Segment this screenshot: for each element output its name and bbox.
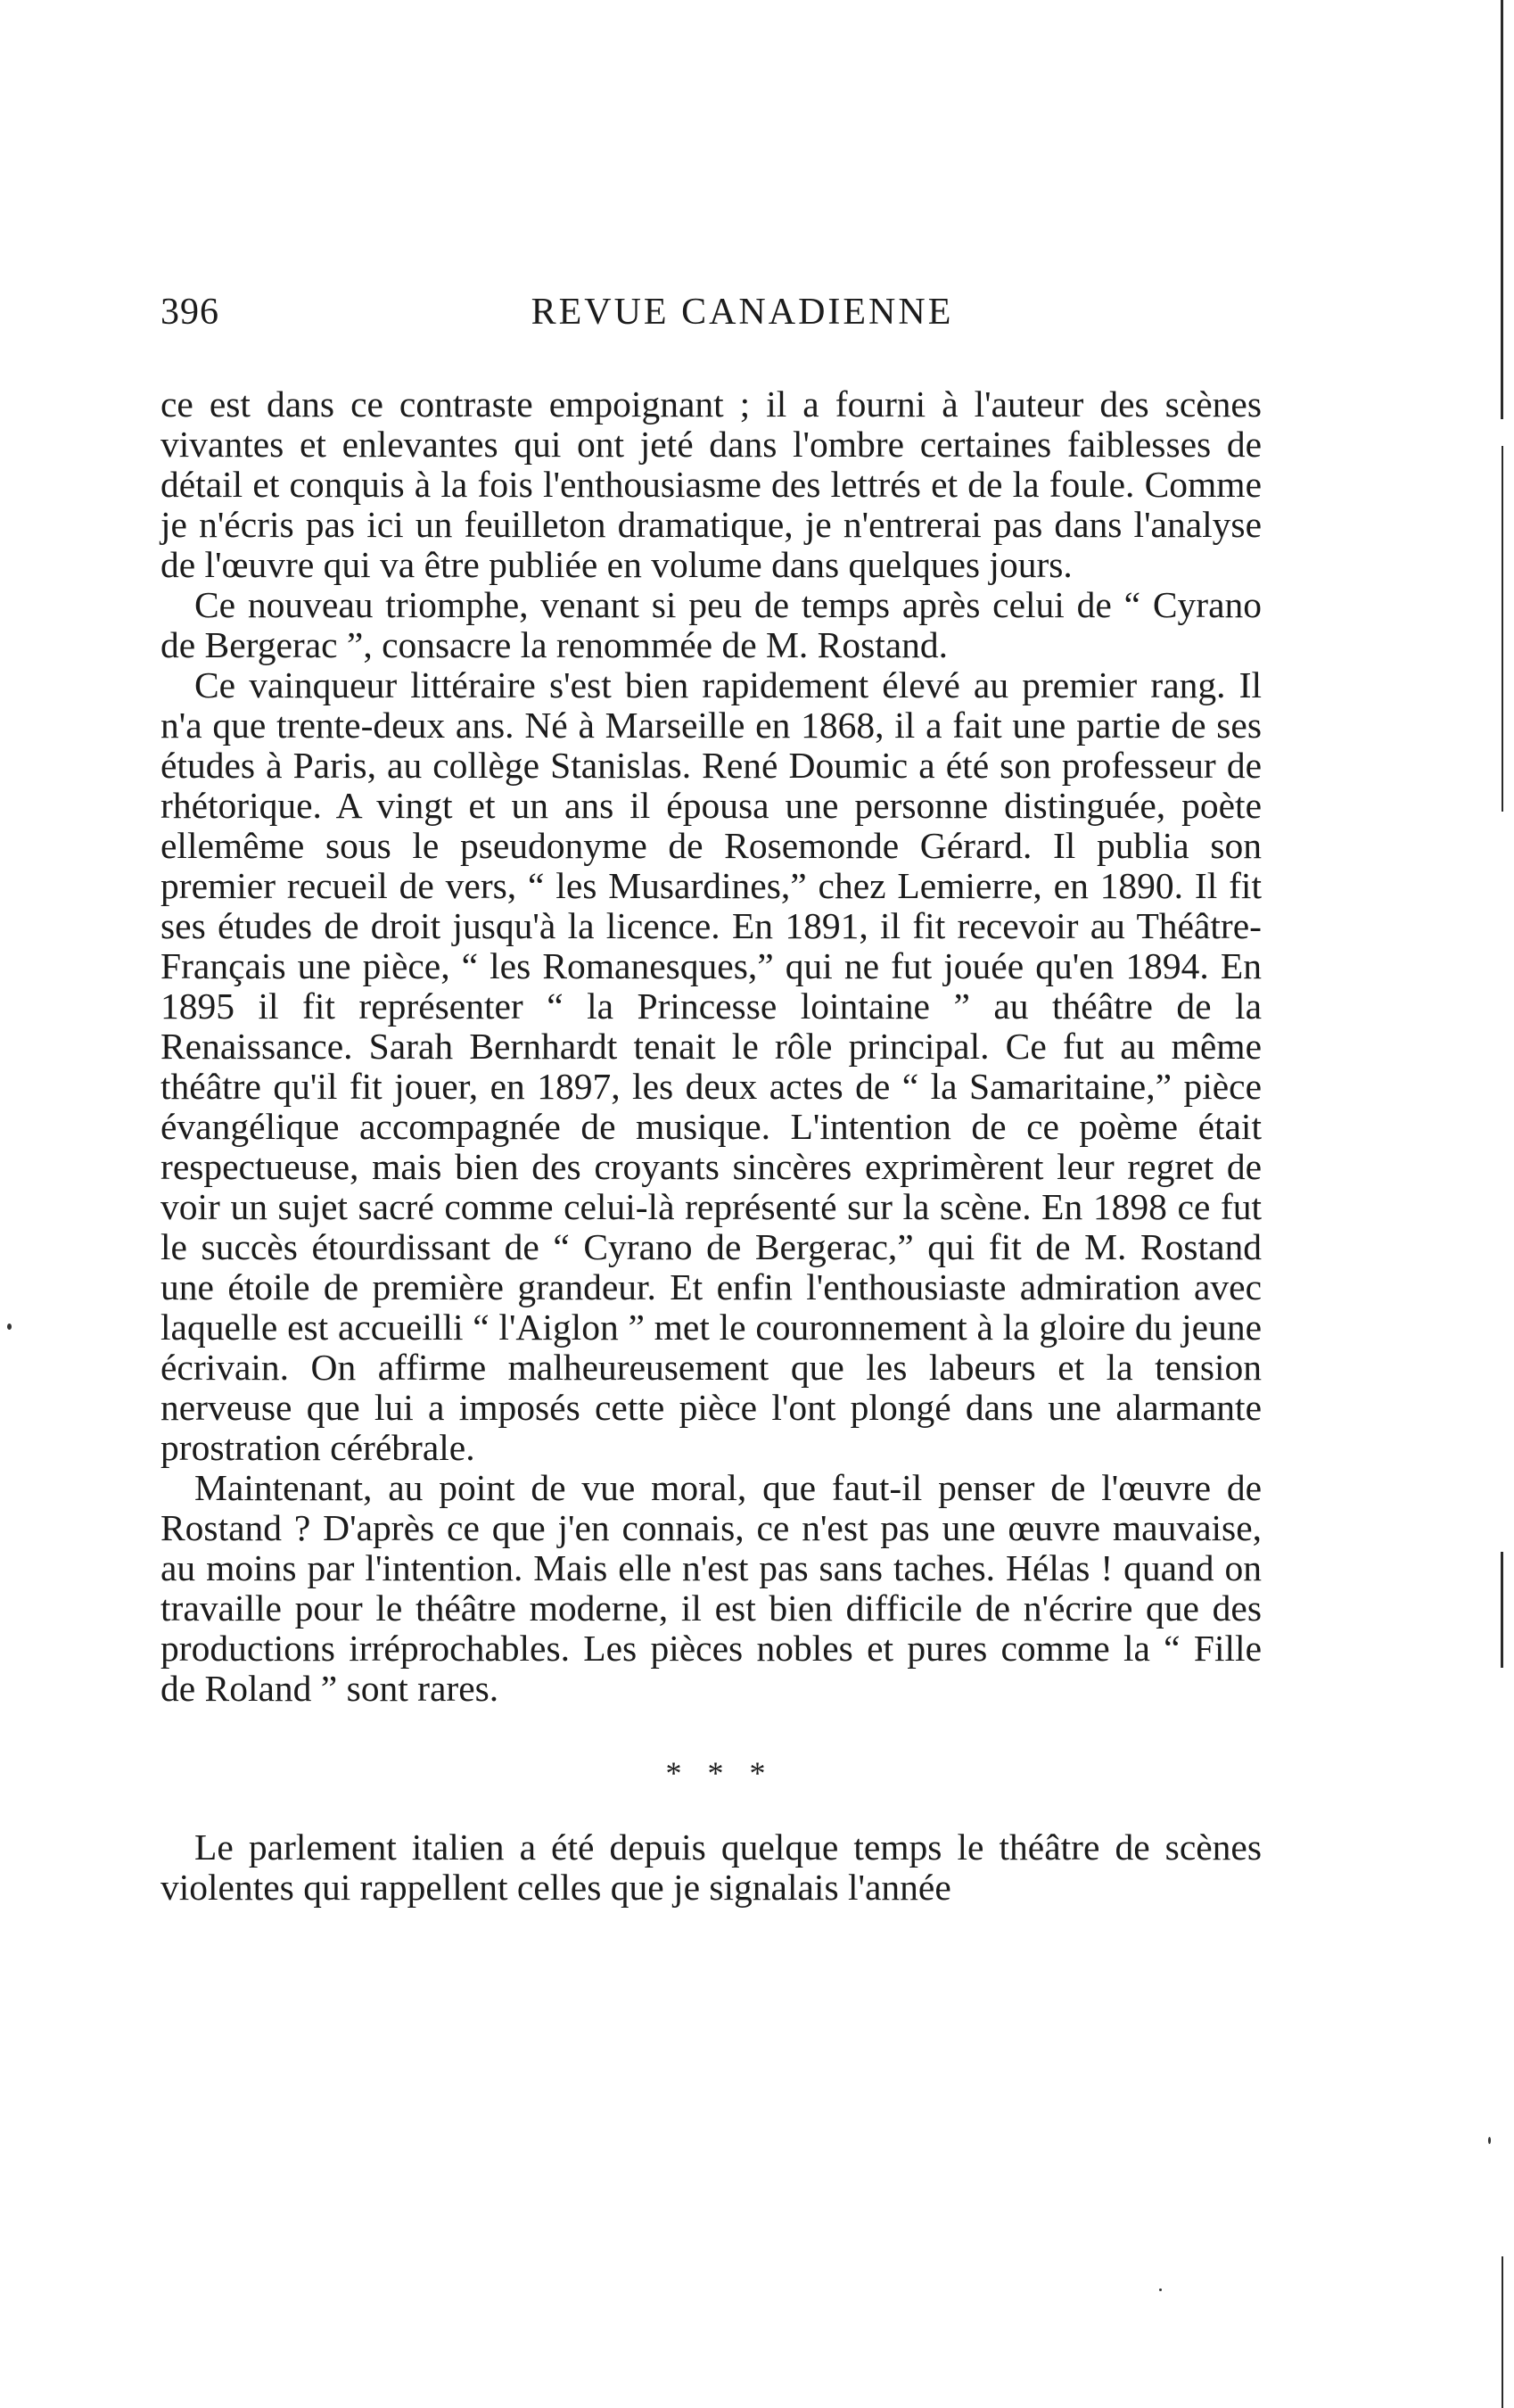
page-header bbox=[160, 291, 1262, 344]
paragraph-moral: Maintenant, au point de vue moral, que faut-il penser de l'œuvre de Rostand ? D'après ce que j'en connais, ce n'est pas une œuvre mauvaise, au moins par l'intention. Mais elle n'est pas sans taches. Hélas ! quand on travaille pour le théâtre moderne, il est bien difficile de n'écrire que des productions irréprochables. Les pièces nobles et pures comme la “ Fille de Roland ” sont rares. bbox=[160, 1467, 1262, 1709]
scan-edge-line bbox=[1501, 0, 1503, 419]
scan-speck bbox=[1159, 2288, 1162, 2291]
paragraph-cyrano: Ce nouveau triomphe, venant si peu de temps après celui de “ Cyrano de Bergerac ”, consacre la renommée de M. Rostand. bbox=[160, 584, 1262, 665]
page-number: 396 bbox=[160, 292, 219, 333]
running-title: REVUE CANADIENNE bbox=[531, 292, 954, 333]
scan-speck bbox=[7, 1324, 12, 1330]
paragraph-biography: Ce vainqueur littéraire s'est bien rapidement élevé au premier rang. Il n'a que trente-deux ans. Né à Marseille en 1868, il a fait une partie de ses études à Paris, au collège Stanislas. René Doumic a été son professeur de rhétorique. A vingt et un ans il épousa une personne distinguée, poète ellemême sous le pseudonyme de Rosemonde Gérard. Il publia son premier recueil de vers, “ les Musardines,” chez Lemierre, en 1890. Il fit ses études de droit jusqu'à la licence. En 1891, il fit recevoir au Théâtre-Français une pièce, “ les Romanesques,” qui ne fut jouée qu'en 1894. En 1895 il fit représenter “ la Princesse lointaine ” au théâtre de la Renaissance. Sarah Bernhardt tenait le rôle principal. Ce fut au même théâtre qu'il fit jouer, en 1897, les deux actes de “ la Samaritaine,” pièce évangélique accompagnée de musique. L'intention de ce poème était respectueuse, mais bien des croyants sincères exprimèrent leur regret de voir un sujet sacré comme celui-là représenté sur la scène. En 1898 ce fut le succès étourdissant de “ Cyrano de Bergerac,” qui fit de M. Rostand une étoile de première grandeur. Et enfin l'enthousiaste admiration avec laquelle est accueilli “ l'Aiglon ” met le couronnement à la gloire du jeune écrivain. On affirme malheureusement que les labeurs et la tension nerveuse que lui a imposés cette pièce l'ont plongé dans une alarmante prostration cérébrale. bbox=[160, 664, 1262, 1468]
section-separator: * * * bbox=[665, 1755, 775, 1791]
scan-edge-line bbox=[1501, 1552, 1503, 1668]
article-body bbox=[160, 384, 1262, 1908]
paragraph-parliament: Le parlement italien a été depuis quelque temps le théâtre de scènes violentes qui rappellent celles que je signalais l'année bbox=[160, 1827, 1262, 1908]
scan-edge-line bbox=[1502, 2256, 1503, 2408]
scan-speck bbox=[1488, 2137, 1491, 2144]
scan-edge-line bbox=[1502, 446, 1503, 812]
paragraph-continuation: ce est dans ce contraste empoignant ; il a fourni à l'auteur des scènes vivantes et enlevantes qui ont jeté dans l'ombre certaines faiblesses de détail et conquis à la fois l'enthousiasme des lettrés et de la foule. Comme je n'écris pas ici un feuilleton dramatique, je n'entrerai pas dans l'analyse de l'œuvre qui va être publiée en volume dans quelques jours. bbox=[160, 383, 1262, 585]
